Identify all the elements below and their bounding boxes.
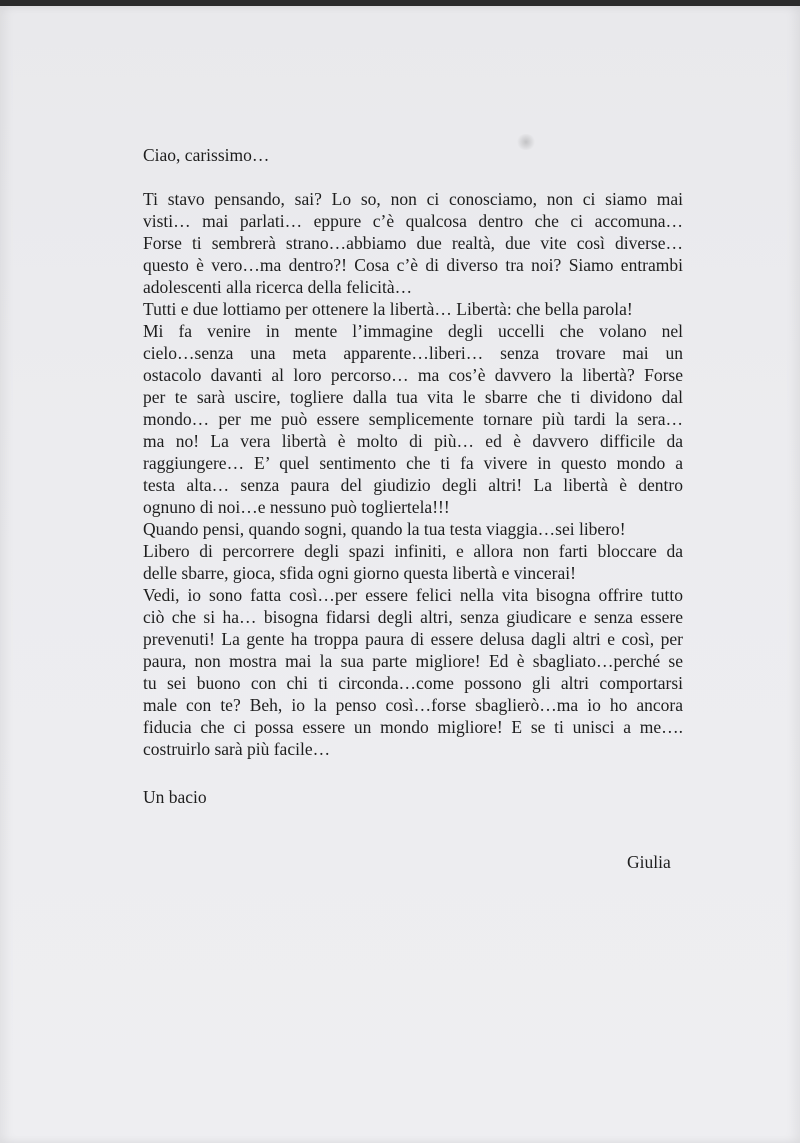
letter-line: Tutti e due lottiamo per ottenere la libertà… Libertà: che bella parola! — [143, 299, 633, 319]
letter-line: adolescenti alla ricerca della felicità… — [143, 277, 413, 297]
letter-greeting: Ciao, carissimo… — [143, 145, 270, 165]
letter-line: ognuno di noi…e nessuno può togliertela!!! — [143, 497, 450, 517]
letter-line: ostacolo davanti al loro percorso… ma cos’è davvero la libertà? Forse — [143, 365, 683, 385]
letter-line: Vedi, io sono fatta così…per essere felici nella vita bisogna offrire tutto — [143, 585, 683, 605]
letter-line: Ti stavo pensando, sai? Lo so, non ci conosciamo, non ci siamo mai — [143, 189, 683, 209]
letter-line: Quando pensi, quando sogni, quando la tua testa viaggia…sei libero! — [143, 519, 626, 539]
letter-line: costruirlo sarà più facile… — [143, 739, 331, 759]
letter-line: Mi fa venire in mente l’immagine degli uccelli che volano nel — [143, 321, 683, 341]
letter-line: testa alta… senza paura del giudizio degli altri! La libertà è dentro — [143, 475, 683, 495]
letter-line: ciò che si ha… bisogna fidarsi degli altri, senza giudicare e senza essere — [143, 607, 683, 627]
letter-signature: Giulia — [627, 852, 671, 872]
letter-line: tu sei buono con chi ti circonda…come possono gli altri comportarsi — [143, 673, 683, 693]
letter-line: mondo… per me può essere semplicemente tornare più tardi la sera… — [143, 409, 683, 429]
letter-line: visti… mai parlati… eppure c’è qualcosa dentro che ci accomuna… — [143, 211, 683, 231]
letter-line: cielo…senza una meta apparente…liberi… senza trovare mai un — [143, 343, 683, 363]
letter-line: prevenuti! La gente ha troppa paura di essere delusa dagli altri e così, per — [143, 629, 683, 649]
letter-line: raggiungere… E’ quel sentimento che ti fa vivere in questo mondo a — [143, 453, 683, 473]
letter-line: questo è vero…ma dentro?! Cosa c’è di diverso tra noi? Siamo entrambi — [143, 255, 683, 275]
letter-line: Libero di percorrere degli spazi infiniti, e allora non farti bloccare da — [143, 541, 683, 561]
letter-line: paura, non mostra mai la sua parte migliore! Ed è sbagliato…perché se — [143, 651, 683, 671]
paper-sheet — [0, 6, 800, 1143]
letter-body — [143, 144, 683, 760]
letter-line: per te sarà uscire, togliere dalla tua vita le sbarre che ti dividono dal — [143, 387, 683, 407]
letter-line: ma no! La vera libertà è molto di più… ed è davvero difficile da — [143, 431, 683, 451]
letter-line: delle sbarre, gioca, sfida ogni giorno questa libertà e vincerai! — [143, 563, 576, 583]
letter-line: Forse ti sembrerà strano…abbiamo due realtà, due vite così diverse… — [143, 233, 683, 253]
letter-closing: Un bacio — [143, 787, 207, 807]
letter-paragraphs — [143, 188, 683, 760]
letter-line: male con te? Beh, io la penso così…forse sbaglierò…ma io ho ancora — [143, 695, 683, 715]
letter-line: fiducia che ci possa essere un mondo migliore! E se ti unisci a me…. — [143, 717, 683, 737]
